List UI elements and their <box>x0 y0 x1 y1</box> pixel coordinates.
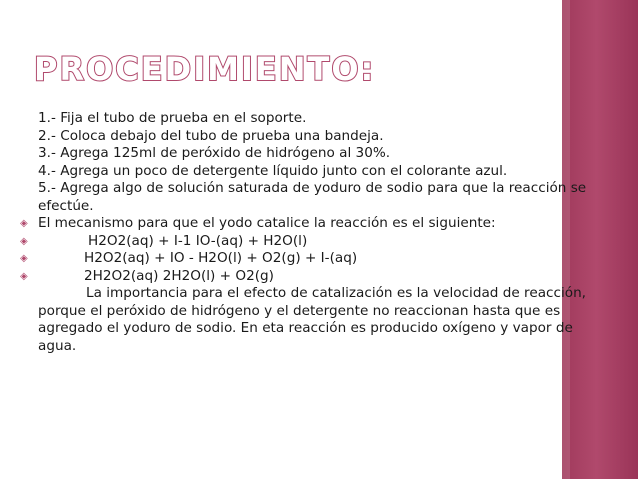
slide-title: PROCEDIMIENTO: <box>34 50 376 88</box>
slide-body <box>20 110 600 355</box>
step-5: 5.- Agrega algo de solución saturada de yoduro de sodio para que la reacción se efectúe. <box>38 180 587 214</box>
step-4: 4.- Agrega un poco de detergente líquido junto con el colorante azul. <box>38 162 508 179</box>
step-3: 3.- Agrega 125ml de peróxido de hidrógeno al 30%. <box>38 145 391 161</box>
bullet-equation-1: ◈ H2O2(aq) + I-1 IO-(aq) + H2O(l) <box>20 233 600 251</box>
step-1: 1.- Fija el tubo de prueba en el soporte. <box>38 110 307 126</box>
step-2: 2.- Coloca debajo del tubo de prueba una bandeja. <box>38 127 384 144</box>
bullet-equation-2: ◈ H2O2(aq) + IO - H2O(l) + O2(g) + I-(aq) <box>20 250 600 268</box>
conclusion-paragraph: La importancia para el efecto de catalización es la velocidad de reacción, porque el peróxido de hidrógeno y el detergente no reaccionan hasta que es agregado el yoduro de sodio. En eta reacción es producido oxígeno y vapor de agua. <box>38 285 587 354</box>
bullet-equation-3: ◈ 2H2O2(aq) 2H2O(l) + O2(g) <box>20 268 600 286</box>
bullet-mechanism: ◈ El mecanismo para que el yodo catalice la reacción es el siguiente: <box>20 215 600 233</box>
